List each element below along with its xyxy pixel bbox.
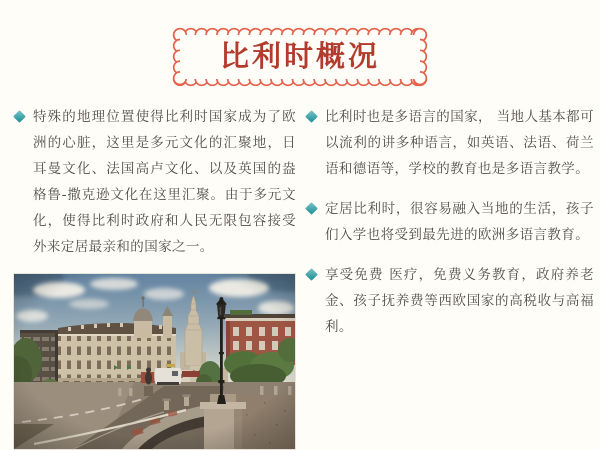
right-column bbox=[306, 104, 594, 354]
diamond-bullet-icon bbox=[305, 268, 318, 281]
antwerp-city-street-photo bbox=[14, 274, 295, 449]
bullet-text: 特殊的地理位置使得比利时国家成为了欧洲的心脏，这里是多元文化的汇聚地，日耳曼文化、法国高卢文化、以及英国的盎格鲁-撒克逊文化在这里汇聚。由于多元文化，使得比利时政府和人民无限包容接受外来定居最亲和的国家之一。 bbox=[33, 109, 296, 255]
list-item bbox=[306, 104, 594, 182]
bullet-text: 定居比利时，很容易融入当地的生活，孩子们入学也将受到最先进的欧洲多语言教育。 bbox=[325, 201, 594, 243]
diamond-bullet-icon bbox=[305, 110, 318, 123]
page-title: 比利时概况 bbox=[219, 39, 380, 73]
list-item bbox=[14, 104, 296, 260]
bullet-text: 享受免费 医疗，免费义务教育，政府养老金、孩子抚养费等西欧国家的高税收与高福利。 bbox=[325, 267, 594, 335]
diamond-bullet-icon bbox=[13, 110, 26, 123]
bullet-text: 比利时也是多语言的国家， 当地人基本都可以流利的讲多种语言，如英语、法语、荷兰语和德语等，学校的教育也是多语言教学。 bbox=[325, 109, 594, 177]
page-title-box bbox=[171, 26, 429, 88]
diamond-bullet-icon bbox=[305, 202, 318, 215]
list-item bbox=[306, 196, 594, 248]
left-column bbox=[14, 104, 296, 449]
list-item bbox=[306, 262, 594, 340]
